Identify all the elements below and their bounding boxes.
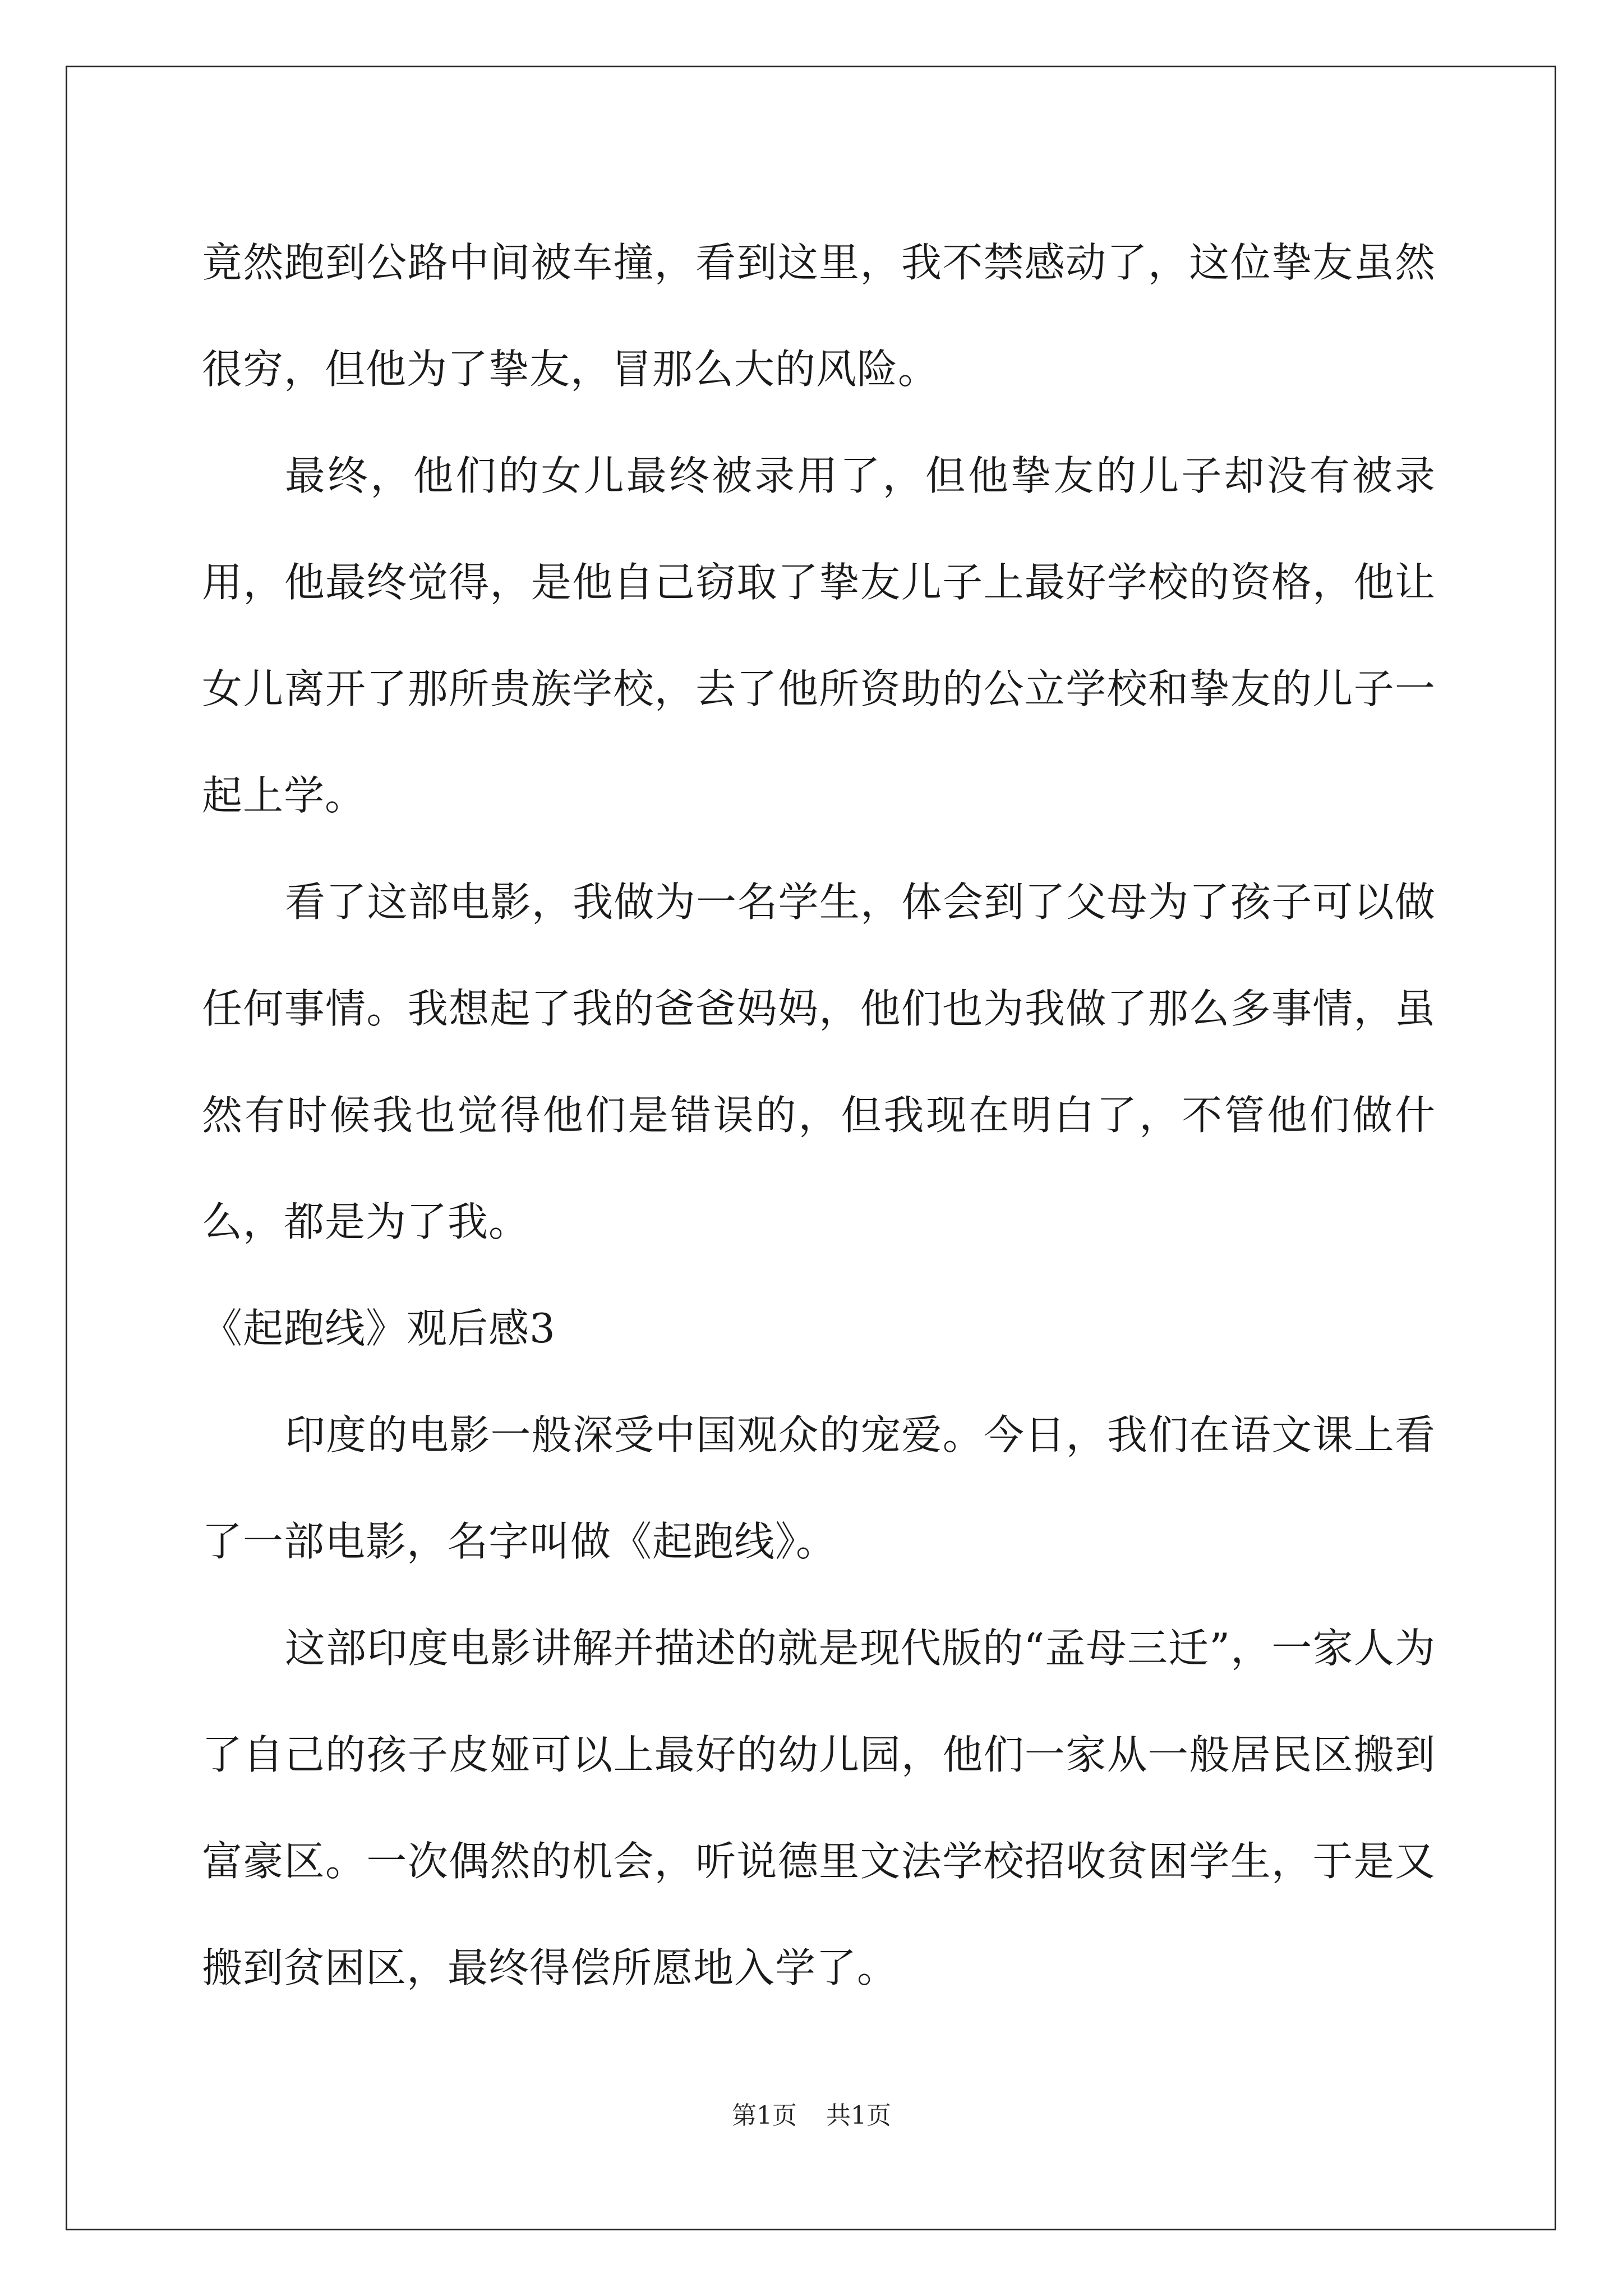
paragraph: 看了这部电影，我做为一名学生，体会到了父母为了孩子可以做任何事情。我想起了我的爸爸妈妈，他们也为我做了那么多事情，虽然有时候我也觉得他们是错误的，但我现在明白了，不管他们做什么，都是为了我。	[202, 878, 1436, 1245]
section-heading: 《起跑线》观后感3	[202, 1305, 556, 1352]
page-number: 第1页	[732, 2101, 797, 2130]
page-footer	[0, 2095, 1623, 2131]
document-body	[202, 209, 1436, 2021]
paragraph-continued: 竟然跑到公路中间被车撞，看到这里，我不禁感动了，这位挚友虽然很穷，但他为了挚友，冒那么大的风险。	[202, 239, 1436, 393]
paragraph: 最终，他们的女儿最终被录用了，但他挚友的儿子却没有被录用，他最终觉得，是他自己窃取了挚友儿子上最好学校的资格，他让女儿离开了那所贵族学校，去了他所资助的公立学校和挚友的儿子一起上学。	[202, 452, 1436, 819]
page-total: 共1页	[826, 2101, 891, 2130]
paragraph: 这部印度电影讲解并描述的就是现代版的“孟母三迁”，一家人为了自己的孩子皮娅可以上最好的幼儿园，他们一家从一般居民区搬到富豪区。一次偶然的机会，听说德里文法学校招收贫困学生，于是又搬到贫困区，最终得偿所愿地入学了。	[202, 1625, 1436, 1991]
paragraph: 印度的电影一般深受中国观众的宠爱。今日，我们在语文课上看了一部电影，名字叫做《起跑线》。	[202, 1411, 1436, 1565]
